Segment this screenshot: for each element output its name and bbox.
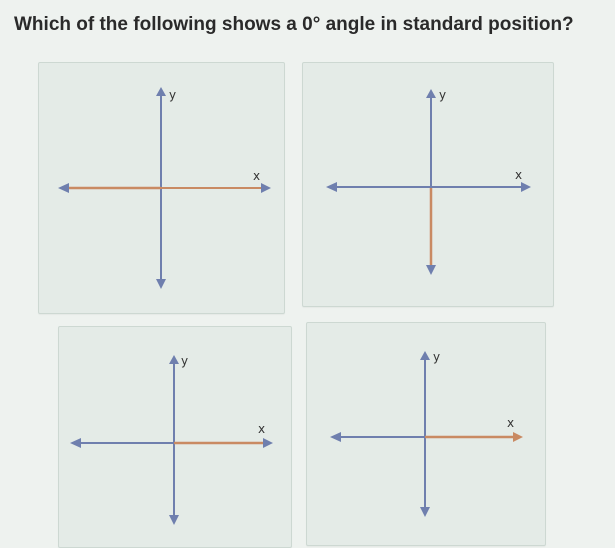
answer-option-b[interactable] bbox=[302, 62, 554, 307]
y-axis-label: y bbox=[169, 88, 177, 102]
question-text bbox=[14, 14, 604, 36]
answer-option-a[interactable] bbox=[38, 62, 285, 314]
x-axis-label: x bbox=[507, 416, 515, 430]
x-axis-left-arrow-icon bbox=[70, 438, 81, 448]
coordinate-plane-a bbox=[39, 63, 284, 313]
x-axis-label: x bbox=[515, 168, 523, 182]
x-axis-right-arrow-icon bbox=[521, 182, 531, 192]
x-axis-right-arrow-icon bbox=[513, 432, 523, 442]
y-axis-up-arrow-icon bbox=[169, 355, 179, 364]
x-axis-right-arrow-icon bbox=[261, 183, 271, 193]
y-axis-up-arrow-icon bbox=[426, 89, 436, 98]
y-axis-down-arrow-icon bbox=[156, 279, 166, 289]
y-axis-up-arrow-icon bbox=[420, 351, 430, 360]
x-axis-left-arrow-icon bbox=[58, 183, 69, 193]
x-axis-label: x bbox=[253, 169, 261, 183]
y-axis-label: y bbox=[439, 88, 447, 102]
y-axis-down-arrow-icon bbox=[420, 507, 430, 517]
question-label: Which of the following shows a 0° angle in standard position? bbox=[14, 14, 574, 35]
coordinate-plane-c bbox=[59, 327, 291, 547]
y-axis-up-arrow-icon bbox=[156, 87, 166, 96]
y-axis-down-arrow-icon bbox=[426, 265, 436, 275]
x-axis-left-arrow-icon bbox=[330, 432, 341, 442]
y-axis-label: y bbox=[433, 350, 441, 364]
x-axis-left-arrow-icon bbox=[326, 182, 337, 192]
answer-option-c[interactable] bbox=[58, 326, 292, 548]
coordinate-plane-b bbox=[303, 63, 553, 306]
y-axis-label: y bbox=[181, 354, 189, 368]
y-axis-down-arrow-icon bbox=[169, 515, 179, 525]
coordinate-plane-d bbox=[307, 323, 545, 545]
x-axis-label: x bbox=[258, 422, 266, 436]
answer-option-d[interactable] bbox=[306, 322, 546, 546]
x-axis-right-arrow-icon bbox=[263, 438, 273, 448]
